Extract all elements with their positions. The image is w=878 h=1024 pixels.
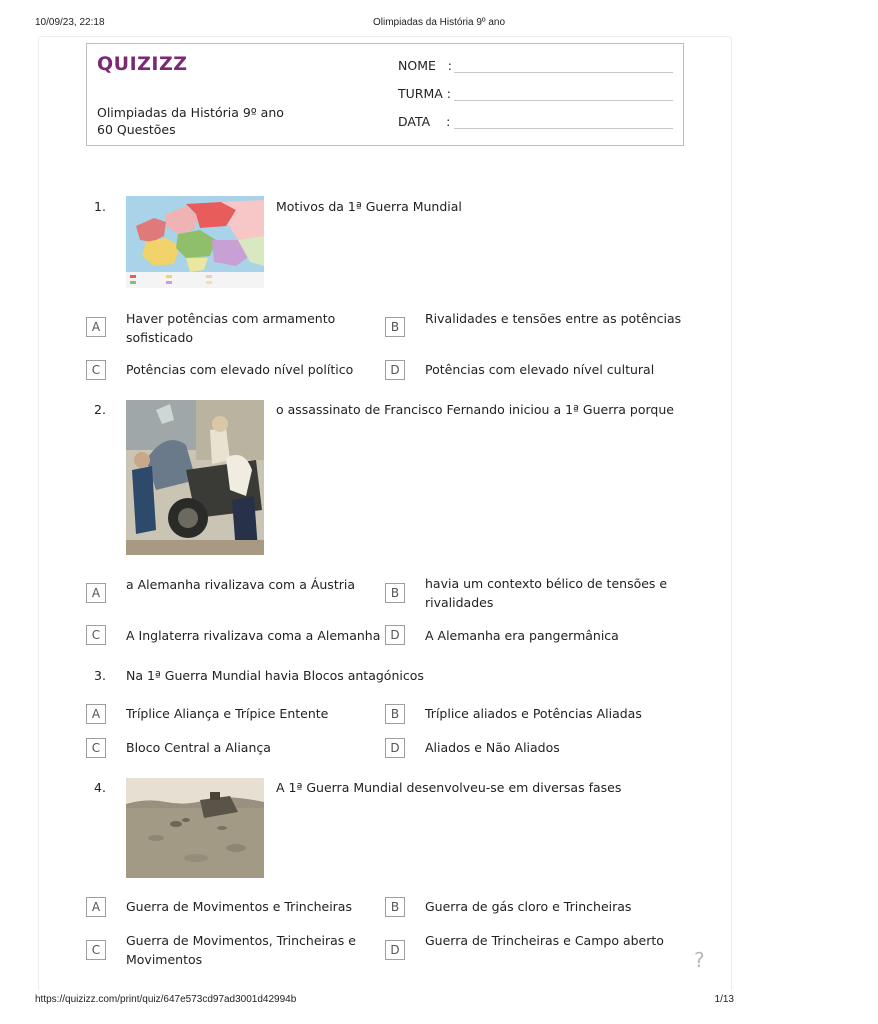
option-a-text: Haver potências com armamento sofisticado: [126, 311, 336, 345]
tank-battlefield-photo: [126, 778, 264, 878]
question-text: Motivos da 1ª Guerra Mundial: [276, 199, 462, 214]
print-date: 10/09/23, 22:18: [35, 17, 105, 28]
option-b-text: Tríplice aliados e Potências Aliadas: [425, 706, 642, 721]
quiz-title: Olimpiadas da História 9º ano: [97, 105, 284, 120]
option-a-text: Tríplice Aliança e Trípice Entente: [126, 706, 329, 721]
print-footer: [0, 994, 768, 1008]
question-number: 4.: [94, 780, 106, 795]
question-number: 1.: [94, 199, 106, 214]
name-line[interactable]: [454, 72, 673, 73]
option-d-box[interactable]: D: [385, 738, 405, 758]
option-b-text: Rivalidades e tensões entre as potências: [425, 311, 682, 326]
option-b-box[interactable]: B: [385, 317, 405, 337]
svg-text:QUIZIZZ: QUIZIZZ: [97, 53, 188, 75]
date-label: DATA :: [398, 114, 451, 129]
option-d-text: Guerra de Trincheiras e Campo aberto: [425, 933, 664, 948]
name-field[interactable]: [398, 58, 454, 73]
print-doc-title: Olimpiadas da História 9º ano: [372, 17, 506, 28]
option-c-text: Potências com elevado nível político: [126, 362, 354, 377]
option-a-text: a Alemanha rivalizava com a Áustria: [126, 577, 355, 592]
option-a-box[interactable]: A: [86, 704, 106, 724]
class-label: TURMA :: [398, 86, 451, 101]
class-field[interactable]: [398, 86, 454, 101]
help-icon[interactable]: ?: [694, 948, 705, 972]
option-d-box[interactable]: D: [385, 625, 405, 645]
option-c-text: Bloco Central a Aliança: [126, 740, 271, 755]
option-d-box[interactable]: D: [385, 940, 405, 960]
date-line[interactable]: [454, 128, 673, 129]
print-header: [0, 17, 768, 31]
option-a-box[interactable]: A: [86, 897, 106, 917]
option-b-text: havia um contexto bélico de tensões e rivalidades: [425, 576, 668, 610]
option-c-box[interactable]: C: [86, 360, 106, 380]
option-a-box[interactable]: A: [86, 583, 106, 603]
print-url[interactable]: https://quizizz.com/print/quiz/647e573cd97ad3001d42994b: [35, 994, 297, 1005]
question-text: Na 1ª Guerra Mundial havia Blocos antagónicos: [126, 668, 424, 683]
option-a-text: Guerra de Movimentos e Trincheiras: [126, 899, 352, 914]
option-d-text: Aliados e Não Aliados: [425, 740, 560, 755]
assassination-illustration-image: [126, 400, 264, 555]
option-c-box[interactable]: C: [86, 738, 106, 758]
option-a-box[interactable]: A: [86, 317, 106, 337]
question-number: 2.: [94, 402, 106, 417]
option-c-text: A Inglaterra rivalizava coma a Alemanha: [126, 628, 381, 643]
option-d-box[interactable]: D: [385, 360, 405, 380]
question-number: 3.: [94, 668, 106, 683]
question-count: 60 Questões: [97, 122, 176, 137]
option-d-text: A Alemanha era pangermânica: [425, 628, 619, 643]
option-c-box[interactable]: C: [86, 625, 106, 645]
europe-map-image: [126, 196, 264, 288]
option-c-box[interactable]: C: [86, 940, 106, 960]
question-text: A 1ª Guerra Mundial desenvolveu-se em diversas fases: [276, 780, 622, 795]
quiz-header-box: [86, 43, 684, 146]
option-b-box[interactable]: B: [385, 583, 405, 603]
option-b-text: Guerra de gás cloro e Trincheiras: [425, 899, 632, 914]
class-line[interactable]: [454, 100, 673, 101]
option-b-box[interactable]: B: [385, 704, 405, 724]
question-text: o assassinato de Francisco Fernando iniciou a 1ª Guerra porque: [276, 402, 674, 417]
option-d-text: Potências com elevado nível cultural: [425, 362, 655, 377]
option-c-text: Guerra de Movimentos, Trincheiras e Movimentos: [126, 933, 356, 967]
date-field[interactable]: [398, 114, 454, 129]
quiz-title-block: [97, 104, 284, 138]
name-label: NOME :: [398, 58, 453, 73]
page-number: 1/13: [714, 994, 734, 1005]
quizizz-logo: [97, 52, 188, 79]
option-b-box[interactable]: B: [385, 897, 405, 917]
